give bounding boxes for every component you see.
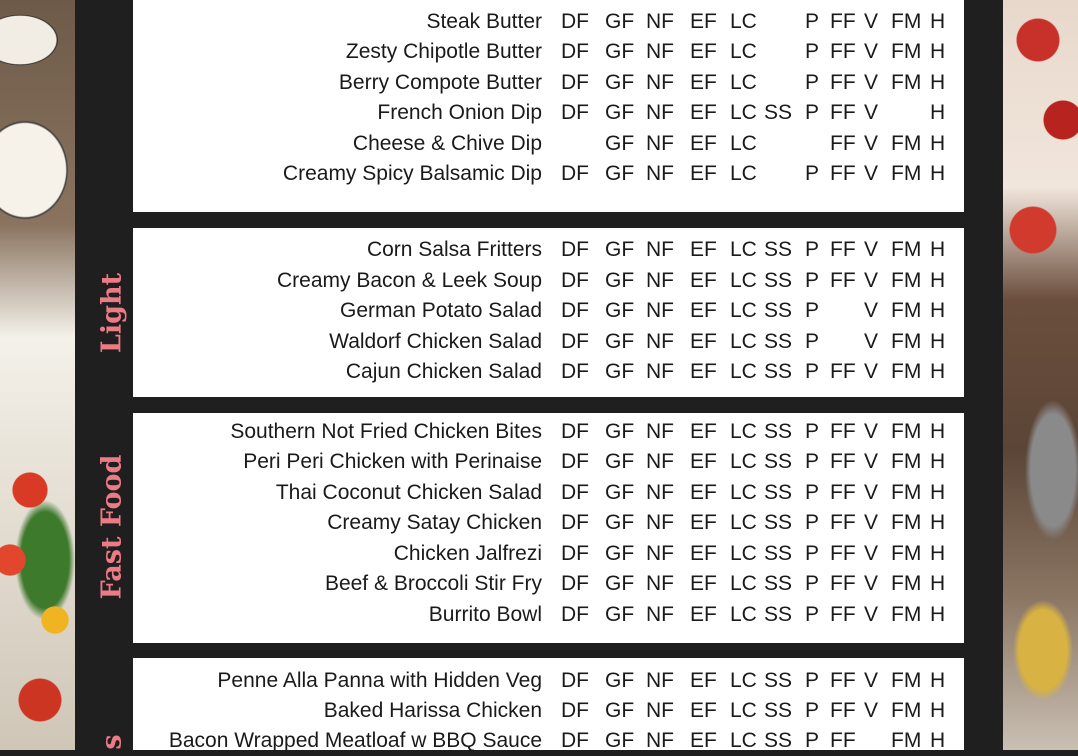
- diet-tag-vegetarian: V: [864, 572, 879, 595]
- menu-item-name: Baked Harissa Chicken: [323, 699, 542, 722]
- menu-item-name: Bacon Wrapped Meatloaf w BBQ Sauce: [168, 729, 542, 752]
- diet-tag-low-carb: LC: [730, 330, 757, 353]
- section-label-light: Light: [96, 272, 128, 354]
- diet-tag-dairy-free: DF: [561, 450, 589, 473]
- diet-tag-protein: P: [805, 40, 820, 63]
- menu-item: [133, 447, 964, 477]
- diet-tag-egg-free: EF: [690, 71, 717, 94]
- diet-tag-healthy: H: [930, 511, 946, 534]
- diet-tag-freezer-friendly: FF: [830, 162, 856, 185]
- diet-tag-healthy: H: [930, 299, 946, 322]
- diet-tag-family-meal: FM: [891, 71, 922, 94]
- diet-tag-sugar-smart: SS: [764, 238, 793, 261]
- diet-tag-egg-free: EF: [690, 729, 717, 752]
- diet-tag-nut-free: NF: [646, 162, 674, 185]
- diet-tag-vegetarian: V: [864, 360, 879, 383]
- diet-tag-freezer-friendly: FF: [830, 71, 856, 94]
- diet-tag-freezer-friendly: FF: [830, 360, 856, 383]
- diet-tag-sugar-smart: SS: [764, 360, 793, 383]
- menu-item-name: German Potato Salad: [340, 299, 542, 322]
- diet-tag-egg-free: EF: [690, 360, 717, 383]
- menu-item-name: Berry Compote Butter: [338, 71, 542, 94]
- diet-tag-nut-free: NF: [646, 729, 674, 752]
- diet-tag-vegetarian: V: [864, 542, 879, 565]
- diet-tag-gluten-free: GF: [605, 360, 635, 383]
- diet-tag-vegetarian: V: [864, 511, 879, 534]
- diet-tag-freezer-friendly: FF: [830, 481, 856, 504]
- diet-tag-egg-free: EF: [690, 10, 717, 33]
- diet-tag-healthy: H: [930, 162, 946, 185]
- diet-tag-dairy-free: DF: [561, 238, 589, 261]
- diet-tag-vegetarian: V: [864, 420, 879, 443]
- diet-tag-freezer-friendly: FF: [830, 101, 856, 124]
- diet-tag-low-carb: LC: [730, 238, 757, 261]
- diet-tag-protein: P: [805, 603, 820, 626]
- diet-tag-nut-free: NF: [646, 269, 674, 292]
- diet-tag-low-carb: LC: [730, 542, 757, 565]
- diet-tag-protein: P: [805, 450, 820, 473]
- diet-tag-sugar-smart: SS: [764, 572, 793, 595]
- diet-tag-vegetarian: V: [864, 101, 879, 124]
- diet-tag-dairy-free: DF: [561, 299, 589, 322]
- diet-tag-gluten-free: GF: [605, 101, 635, 124]
- diet-tag-healthy: H: [930, 132, 946, 155]
- diet-tag-sugar-smart: SS: [764, 669, 793, 692]
- menu-item: [133, 478, 964, 508]
- menu-item-name: Southern Not Fried Chicken Bites: [230, 420, 542, 443]
- diet-tag-dairy-free: DF: [561, 481, 589, 504]
- diet-tag-nut-free: NF: [646, 669, 674, 692]
- diet-tag-low-carb: LC: [730, 729, 757, 752]
- diet-tag-sugar-smart: SS: [764, 420, 793, 443]
- menu-item-name: Cajun Chicken Salad: [345, 360, 542, 383]
- diet-tag-family-meal: FM: [891, 330, 922, 353]
- diet-tag-low-carb: LC: [730, 420, 757, 443]
- menu-item: [133, 357, 964, 387]
- section-label-fast-food: Fast Food: [96, 454, 128, 600]
- menu-panel-fast-food: [133, 413, 964, 643]
- menu-panel-spreads: [133, 0, 964, 212]
- diet-tag-freezer-friendly: FF: [830, 420, 856, 443]
- diet-tag-healthy: H: [930, 699, 946, 722]
- diet-tag-vegetarian: V: [864, 132, 879, 155]
- diet-tag-nut-free: NF: [646, 603, 674, 626]
- diet-tag-low-carb: LC: [730, 269, 757, 292]
- menu-item-name: Burrito Bowl: [428, 603, 542, 626]
- diet-tag-vegetarian: V: [864, 603, 879, 626]
- diet-tag-freezer-friendly: FF: [830, 511, 856, 534]
- diet-tag-egg-free: EF: [690, 699, 717, 722]
- menu-item: [133, 600, 964, 630]
- diet-tag-egg-free: EF: [690, 669, 717, 692]
- diet-tag-healthy: H: [930, 71, 946, 94]
- diet-tag-nut-free: NF: [646, 330, 674, 353]
- diet-tag-protein: P: [805, 729, 820, 752]
- diet-tag-nut-free: NF: [646, 360, 674, 383]
- menu-item: [133, 666, 964, 696]
- diet-tag-family-meal: FM: [891, 603, 922, 626]
- menu-item-name: Beef & Broccoli Stir Fry: [324, 572, 542, 595]
- menu-item: [133, 159, 964, 189]
- diet-tag-dairy-free: DF: [561, 572, 589, 595]
- menu-item-name: French Onion Dip: [377, 101, 542, 124]
- menu-item-name: Creamy Spicy Balsamic Dip: [282, 162, 542, 185]
- diet-tag-healthy: H: [930, 330, 946, 353]
- diet-tag-gluten-free: GF: [605, 299, 635, 322]
- diet-tag-family-meal: FM: [891, 299, 922, 322]
- diet-tag-vegetarian: V: [864, 330, 879, 353]
- diet-tag-family-meal: FM: [891, 360, 922, 383]
- diet-tag-nut-free: NF: [646, 299, 674, 322]
- diet-tag-low-carb: LC: [730, 360, 757, 383]
- diet-tag-sugar-smart: SS: [764, 330, 793, 353]
- diet-tag-family-meal: FM: [891, 420, 922, 443]
- diet-tag-gluten-free: GF: [605, 71, 635, 94]
- diet-tag-gluten-free: GF: [605, 330, 635, 353]
- diet-tag-low-carb: LC: [730, 603, 757, 626]
- menu-item-name: Steak Butter: [426, 10, 542, 33]
- diet-tag-nut-free: NF: [646, 542, 674, 565]
- menu-item-name: Thai Coconut Chicken Salad: [275, 481, 542, 504]
- diet-tag-nut-free: NF: [646, 238, 674, 261]
- diet-tag-healthy: H: [930, 10, 946, 33]
- diet-tag-protein: P: [805, 101, 820, 124]
- diet-tag-healthy: H: [930, 40, 946, 63]
- diet-tag-protein: P: [805, 360, 820, 383]
- diet-tag-gluten-free: GF: [605, 10, 635, 33]
- diet-tag-sugar-smart: SS: [764, 299, 793, 322]
- diet-tag-gluten-free: GF: [605, 669, 635, 692]
- diet-tag-egg-free: EF: [690, 542, 717, 565]
- diet-tag-healthy: H: [930, 481, 946, 504]
- diet-tag-gluten-free: GF: [605, 40, 635, 63]
- diet-tag-protein: P: [805, 269, 820, 292]
- diet-tag-nut-free: NF: [646, 101, 674, 124]
- diet-tag-dairy-free: DF: [561, 330, 589, 353]
- diet-tag-egg-free: EF: [690, 101, 717, 124]
- diet-tag-family-meal: FM: [891, 132, 922, 155]
- diet-tag-gluten-free: GF: [605, 729, 635, 752]
- diet-tag-low-carb: LC: [730, 669, 757, 692]
- diet-tag-family-meal: FM: [891, 10, 922, 33]
- diet-tag-healthy: H: [930, 269, 946, 292]
- diet-tag-healthy: H: [930, 729, 946, 752]
- diet-tag-freezer-friendly: FF: [830, 729, 856, 752]
- diet-tag-low-carb: LC: [730, 71, 757, 94]
- diet-tag-nut-free: NF: [646, 71, 674, 94]
- diet-tag-protein: P: [805, 542, 820, 565]
- diet-tag-egg-free: EF: [690, 450, 717, 473]
- diet-tag-family-meal: FM: [891, 572, 922, 595]
- menu-item: [133, 508, 964, 538]
- diet-tag-healthy: H: [930, 603, 946, 626]
- diet-tag-vegetarian: V: [864, 699, 879, 722]
- diet-tag-family-meal: FM: [891, 481, 922, 504]
- diet-tag-freezer-friendly: FF: [830, 699, 856, 722]
- diet-tag-healthy: H: [930, 101, 946, 124]
- diet-tag-sugar-smart: SS: [764, 699, 793, 722]
- food-photo-left: [0, 0, 75, 750]
- menu-item: [133, 296, 964, 326]
- menu-panel-mains: [133, 658, 964, 750]
- diet-tag-egg-free: EF: [690, 511, 717, 534]
- diet-tag-protein: P: [805, 162, 820, 185]
- section-label-partial: s: [96, 734, 128, 750]
- diet-tag-gluten-free: GF: [605, 511, 635, 534]
- diet-tag-low-carb: LC: [730, 481, 757, 504]
- menu-item-name: Cheese & Chive Dip: [352, 132, 542, 155]
- diet-tag-family-meal: FM: [891, 238, 922, 261]
- diet-tag-protein: P: [805, 669, 820, 692]
- diet-tag-sugar-smart: SS: [764, 481, 793, 504]
- diet-tag-healthy: H: [930, 450, 946, 473]
- diet-tag-vegetarian: V: [864, 450, 879, 473]
- menu-item-name: Corn Salsa Fritters: [366, 238, 542, 261]
- diet-tag-egg-free: EF: [690, 330, 717, 353]
- diet-tag-protein: P: [805, 330, 820, 353]
- diet-tag-nut-free: NF: [646, 132, 674, 155]
- diet-tag-nut-free: NF: [646, 40, 674, 63]
- diet-tag-vegetarian: V: [864, 269, 879, 292]
- diet-tag-freezer-friendly: FF: [830, 572, 856, 595]
- diet-tag-freezer-friendly: FF: [830, 603, 856, 626]
- diet-tag-low-carb: LC: [730, 299, 757, 322]
- diet-tag-vegetarian: V: [864, 669, 879, 692]
- diet-tag-family-meal: FM: [891, 669, 922, 692]
- diet-tag-dairy-free: DF: [561, 542, 589, 565]
- diet-tag-gluten-free: GF: [605, 269, 635, 292]
- diet-tag-gluten-free: GF: [605, 450, 635, 473]
- diet-tag-healthy: H: [930, 420, 946, 443]
- menu-item-name: Zesty Chipotle Butter: [345, 40, 542, 63]
- diet-tag-sugar-smart: SS: [764, 269, 793, 292]
- diet-tag-dairy-free: DF: [561, 669, 589, 692]
- menu-item: [133, 417, 964, 447]
- diet-tag-egg-free: EF: [690, 572, 717, 595]
- diet-tag-family-meal: FM: [891, 542, 922, 565]
- menu-item: [133, 726, 964, 756]
- menu-item-name: Creamy Bacon & Leek Soup: [277, 269, 542, 292]
- menu-item: [133, 696, 964, 726]
- diet-tag-healthy: H: [930, 669, 946, 692]
- diet-tag-dairy-free: DF: [561, 162, 589, 185]
- diet-tag-sugar-smart: SS: [764, 511, 793, 534]
- diet-tag-family-meal: FM: [891, 729, 922, 752]
- diet-tag-gluten-free: GF: [605, 162, 635, 185]
- diet-tag-freezer-friendly: FF: [830, 132, 856, 155]
- diet-tag-sugar-smart: SS: [764, 729, 793, 752]
- menu-item: [133, 37, 964, 67]
- diet-tag-gluten-free: GF: [605, 699, 635, 722]
- diet-tag-protein: P: [805, 572, 820, 595]
- diet-tag-sugar-smart: SS: [764, 603, 793, 626]
- diet-tag-gluten-free: GF: [605, 420, 635, 443]
- diet-tag-nut-free: NF: [646, 511, 674, 534]
- diet-tag-egg-free: EF: [690, 162, 717, 185]
- diet-tag-gluten-free: GF: [605, 603, 635, 626]
- diet-tag-dairy-free: DF: [561, 603, 589, 626]
- diet-tag-family-meal: FM: [891, 162, 922, 185]
- diet-tag-vegetarian: V: [864, 481, 879, 504]
- menu-item-name: Penne Alla Panna with Hidden Veg: [217, 669, 542, 692]
- diet-tag-nut-free: NF: [646, 699, 674, 722]
- diet-tag-dairy-free: DF: [561, 360, 589, 383]
- diet-tag-low-carb: LC: [730, 572, 757, 595]
- diet-tag-dairy-free: DF: [561, 511, 589, 534]
- diet-tag-low-carb: LC: [730, 511, 757, 534]
- diet-tag-freezer-friendly: FF: [830, 269, 856, 292]
- diet-tag-low-carb: LC: [730, 10, 757, 33]
- diet-tag-freezer-friendly: FF: [830, 669, 856, 692]
- diet-tag-protein: P: [805, 420, 820, 443]
- diet-tag-nut-free: NF: [646, 481, 674, 504]
- menu-item-name: Chicken Jalfrezi: [393, 542, 542, 565]
- diet-tag-freezer-friendly: FF: [830, 450, 856, 473]
- diet-tag-low-carb: LC: [730, 699, 757, 722]
- diet-tag-nut-free: NF: [646, 450, 674, 473]
- menu-item-name: Peri Peri Chicken with Perinaise: [243, 450, 542, 473]
- diet-tag-family-meal: FM: [891, 511, 922, 534]
- diet-tag-protein: P: [805, 299, 820, 322]
- diet-tag-family-meal: FM: [891, 450, 922, 473]
- diet-tag-healthy: H: [930, 542, 946, 565]
- diet-tag-egg-free: EF: [690, 238, 717, 261]
- diet-tag-family-meal: FM: [891, 699, 922, 722]
- diet-tag-low-carb: LC: [730, 162, 757, 185]
- diet-tag-low-carb: LC: [730, 40, 757, 63]
- diet-tag-protein: P: [805, 481, 820, 504]
- diet-tag-vegetarian: V: [864, 40, 879, 63]
- diet-tag-protein: P: [805, 238, 820, 261]
- menu-item: [133, 68, 964, 98]
- diet-tag-gluten-free: GF: [605, 238, 635, 261]
- diet-tag-gluten-free: GF: [605, 572, 635, 595]
- diet-tag-freezer-friendly: FF: [830, 10, 856, 33]
- diet-tag-protein: P: [805, 511, 820, 534]
- menu-item: [133, 98, 964, 128]
- menu-item: [133, 266, 964, 296]
- menu-item-name: Creamy Satay Chicken: [327, 511, 542, 534]
- diet-tag-gluten-free: GF: [605, 542, 635, 565]
- diet-tag-protein: P: [805, 71, 820, 94]
- diet-tag-vegetarian: V: [864, 71, 879, 94]
- diet-tag-low-carb: LC: [730, 132, 757, 155]
- diet-tag-dairy-free: DF: [561, 269, 589, 292]
- diet-tag-nut-free: NF: [646, 10, 674, 33]
- menu-item: [133, 327, 964, 357]
- menu-item: [133, 235, 964, 265]
- menu-panel-light: [133, 228, 964, 397]
- diet-tag-nut-free: NF: [646, 572, 674, 595]
- diet-tag-healthy: H: [930, 238, 946, 261]
- diet-tag-egg-free: EF: [690, 603, 717, 626]
- diet-tag-freezer-friendly: FF: [830, 542, 856, 565]
- diet-tag-vegetarian: V: [864, 299, 879, 322]
- diet-tag-dairy-free: DF: [561, 420, 589, 443]
- menu-item: [133, 539, 964, 569]
- diet-tag-egg-free: EF: [690, 269, 717, 292]
- diet-tag-family-meal: FM: [891, 40, 922, 63]
- diet-tag-gluten-free: GF: [605, 481, 635, 504]
- diet-tag-sugar-smart: SS: [764, 450, 793, 473]
- diet-tag-egg-free: EF: [690, 420, 717, 443]
- diet-tag-dairy-free: DF: [561, 71, 589, 94]
- diet-tag-low-carb: LC: [730, 101, 757, 124]
- diet-tag-healthy: H: [930, 360, 946, 383]
- diet-tag-sugar-smart: SS: [764, 542, 793, 565]
- diet-tag-egg-free: EF: [690, 299, 717, 322]
- diet-tag-vegetarian: V: [864, 162, 879, 185]
- diet-tag-freezer-friendly: FF: [830, 238, 856, 261]
- diet-tag-egg-free: EF: [690, 40, 717, 63]
- menu-item: [133, 569, 964, 599]
- diet-tag-low-carb: LC: [730, 450, 757, 473]
- menu-item: [133, 129, 964, 159]
- diet-tag-dairy-free: DF: [561, 729, 589, 752]
- diet-tag-healthy: H: [930, 572, 946, 595]
- diet-tag-family-meal: FM: [891, 269, 922, 292]
- diet-tag-sugar-smart: SS: [764, 101, 793, 124]
- diet-tag-nut-free: NF: [646, 420, 674, 443]
- diet-tag-dairy-free: DF: [561, 101, 589, 124]
- food-photo-right: [1003, 0, 1078, 750]
- diet-tag-gluten-free: GF: [605, 132, 635, 155]
- diet-tag-vegetarian: V: [864, 238, 879, 261]
- diet-tag-protein: P: [805, 10, 820, 33]
- diet-tag-dairy-free: DF: [561, 10, 589, 33]
- menu-item-name: Waldorf Chicken Salad: [329, 330, 542, 353]
- diet-tag-dairy-free: DF: [561, 699, 589, 722]
- diet-tag-egg-free: EF: [690, 481, 717, 504]
- menu-item: [133, 7, 964, 37]
- diet-tag-freezer-friendly: FF: [830, 40, 856, 63]
- diet-tag-vegetarian: V: [864, 10, 879, 33]
- diet-tag-egg-free: EF: [690, 132, 717, 155]
- diet-tag-dairy-free: DF: [561, 40, 589, 63]
- diet-tag-protein: P: [805, 699, 820, 722]
